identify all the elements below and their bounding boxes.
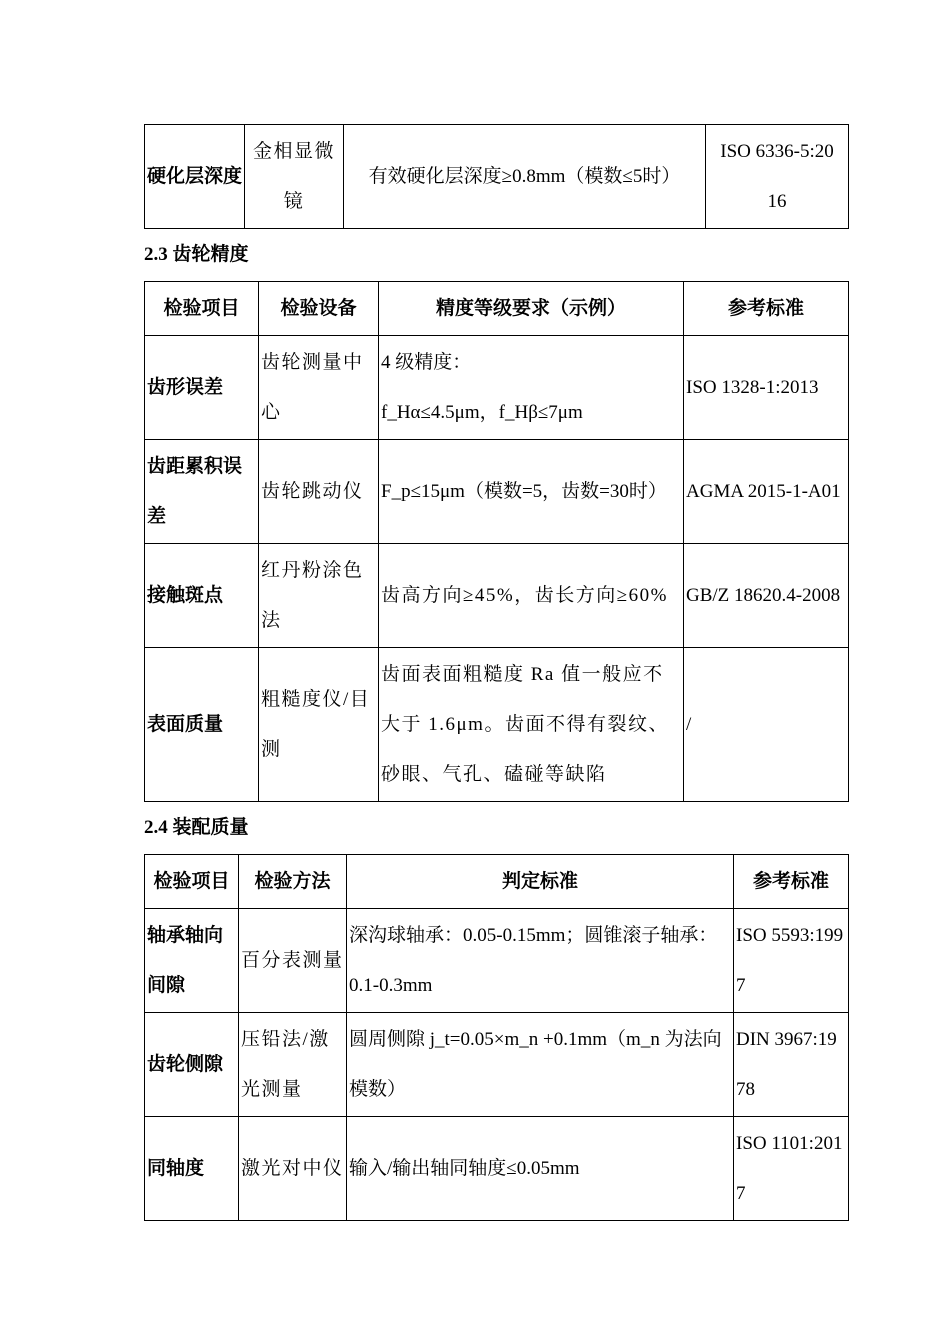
table-row xyxy=(145,909,849,1013)
requirement-line: f_Hα≤4.5μm，f_Hβ≤7μm xyxy=(381,401,583,423)
table-row xyxy=(145,125,849,229)
header-cell: 判定标准 xyxy=(347,855,734,909)
table-row xyxy=(145,336,849,440)
equipment-cell: 红丹粉涂色法 xyxy=(259,544,379,648)
standard-cell: DIN 3967:1978 xyxy=(734,1013,849,1117)
requirement-cell: F_p≤15μm（模数=5，齿数=30时） xyxy=(379,440,684,544)
requirement-cell: 齿面表面粗糙度 Ra 值一般应不大于 1.6μm。齿面不得有裂纹、砂眼、气孔、磕碰等缺陷 xyxy=(379,648,684,802)
header-cell: 检验项目 xyxy=(145,282,259,336)
item-cell: 硬化层深度 xyxy=(145,125,245,229)
table-row xyxy=(145,1013,849,1117)
equipment-cell: 齿轮跳动仪 xyxy=(259,440,379,544)
standard-cell: / xyxy=(684,648,849,802)
header-cell: 参考标准 xyxy=(734,855,849,909)
section-heading: 2.3 齿轮精度 xyxy=(144,244,249,265)
standard-cell: ISO 5593:1997 xyxy=(734,909,849,1013)
hardening-table xyxy=(144,124,849,229)
table-row xyxy=(145,440,849,544)
method-cell: 百分表测量 xyxy=(239,909,347,1013)
item-cell: 同轴度 xyxy=(145,1117,239,1221)
item-cell: 齿形误差 xyxy=(145,336,259,440)
requirement-line: 4 级精度： xyxy=(381,351,472,373)
equipment-cell: 金相显微镜 xyxy=(245,125,344,229)
header-cell: 参考标准 xyxy=(684,282,849,336)
table-row xyxy=(145,648,849,802)
method-cell: 压铅法/激光测量 xyxy=(239,1013,347,1117)
header-cell: 精度等级要求（示例） xyxy=(379,282,684,336)
table-header-row xyxy=(145,855,849,909)
requirement-cell: 有效硬化层深度≥0.8mm（模数≤5时） xyxy=(344,125,706,229)
item-cell: 接触斑点 xyxy=(145,544,259,648)
requirement-cell xyxy=(379,336,684,440)
table-row xyxy=(145,544,849,648)
standard-cell: ISO 1101:2017 xyxy=(734,1117,849,1221)
table-row xyxy=(145,1117,849,1221)
header-cell: 检验项目 xyxy=(145,855,239,909)
standard-cell: AGMA 2015-1-A01 xyxy=(684,440,849,544)
equipment-cell: 粗糙度仪/目测 xyxy=(259,648,379,802)
header-cell: 检验方法 xyxy=(239,855,347,909)
item-cell: 齿轮侧隙 xyxy=(145,1013,239,1117)
criterion-cell: 深沟球轴承：0.05-0.15mm；圆锥滚子轴承：0.1-0.3mm xyxy=(347,909,734,1013)
item-cell: 表面质量 xyxy=(145,648,259,802)
criterion-cell: 圆周侧隙 j_t=0.05×m_n +0.1mm（m_n 为法向模数） xyxy=(347,1013,734,1117)
section-heading: 2.4 装配质量 xyxy=(144,817,249,838)
standard-cell: ISO 1328-1:2013 xyxy=(684,336,849,440)
table-header-row xyxy=(145,282,849,336)
header-cell: 检验设备 xyxy=(259,282,379,336)
criterion-cell: 输入/输出轴同轴度≤0.05mm xyxy=(347,1117,734,1221)
document-page xyxy=(144,124,848,1221)
gear-accuracy-table xyxy=(144,281,849,802)
standard-cell: ISO 6336-5:2016 xyxy=(706,125,849,229)
method-cell: 激光对中仪 xyxy=(239,1117,347,1221)
assembly-quality-table xyxy=(144,854,849,1221)
item-cell: 齿距累积误差 xyxy=(145,440,259,544)
requirement-cell: 齿高方向≥45%，齿长方向≥60% xyxy=(379,544,684,648)
equipment-cell: 齿轮测量中心 xyxy=(259,336,379,440)
item-cell: 轴承轴向间隙 xyxy=(145,909,239,1013)
standard-cell: GB/Z 18620.4-2008 xyxy=(684,544,849,648)
